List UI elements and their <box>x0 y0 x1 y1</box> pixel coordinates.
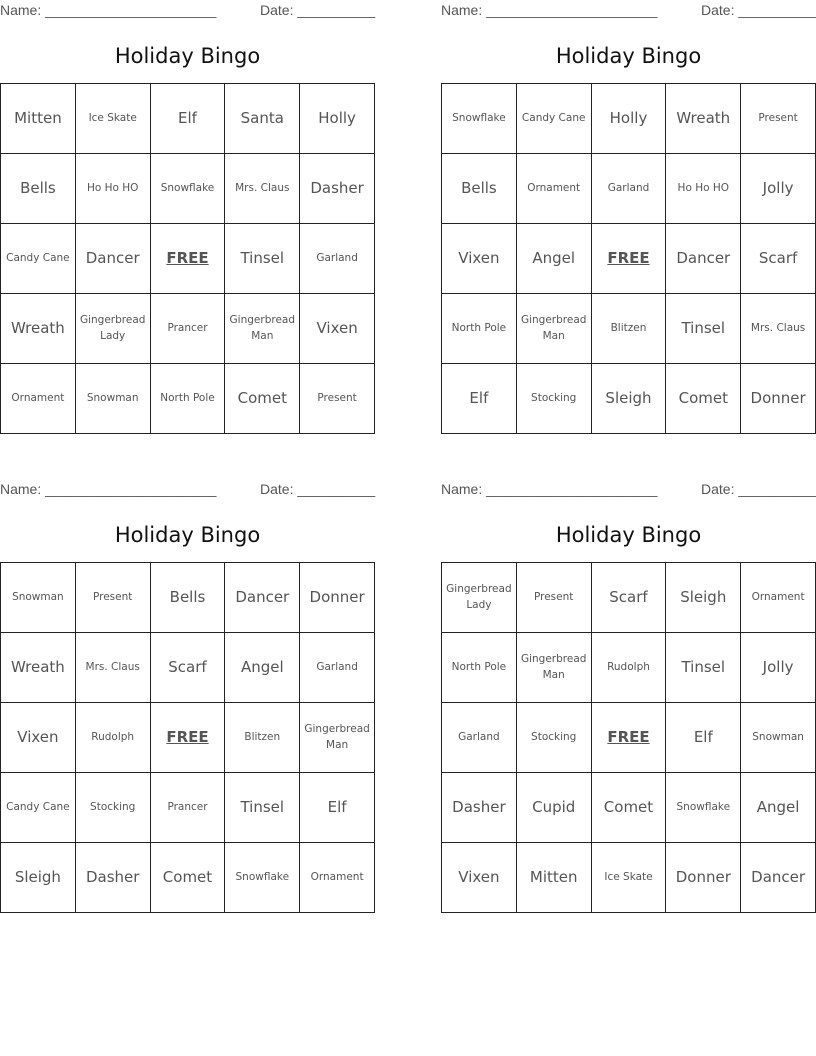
bingo-cell: Gingerbread Man <box>516 294 591 364</box>
bingo-cell: Sleigh <box>1 843 76 913</box>
bingo-cell: Prancer <box>150 294 225 364</box>
bingo-card-4 <box>441 479 816 919</box>
bingo-cell: Wreath <box>1 633 76 703</box>
bingo-cell: Stocking <box>516 703 591 773</box>
bingo-cell: Bells <box>150 563 225 633</box>
bingo-cell: Blitzen <box>225 703 300 773</box>
bingo-cell: Snowman <box>741 703 816 773</box>
bingo-cell: Elf <box>150 84 225 154</box>
bingo-cell: Tinsel <box>225 773 300 843</box>
bingo-cell: Vixen <box>442 843 517 913</box>
bingo-cell: Prancer <box>150 773 225 843</box>
bingo-cell: Mrs. Claus <box>225 154 300 224</box>
bingo-cell: Mitten <box>1 84 76 154</box>
bingo-cell: Snowflake <box>225 843 300 913</box>
bingo-cell: Elf <box>300 773 375 843</box>
bingo-cell: Dancer <box>741 843 816 913</box>
bingo-card-3 <box>0 479 375 919</box>
bingo-row <box>442 154 816 224</box>
bingo-cell: Donner <box>666 843 741 913</box>
bingo-cell: Vixen <box>1 703 76 773</box>
name-line: Name: ______________________ <box>441 481 658 497</box>
free-space: FREE <box>150 703 225 773</box>
free-space: FREE <box>150 224 225 294</box>
bingo-cell: Elf <box>442 364 517 434</box>
bingo-cell: Snowflake <box>150 154 225 224</box>
bingo-cell: Gingerbread Man <box>300 703 375 773</box>
bingo-cell: Snowflake <box>666 773 741 843</box>
bingo-row <box>442 563 816 633</box>
bingo-row <box>442 224 816 294</box>
bingo-cell: Santa <box>225 84 300 154</box>
bingo-card-1 <box>0 0 375 440</box>
bingo-cell: Holly <box>591 84 666 154</box>
bingo-cell: Tinsel <box>225 224 300 294</box>
bingo-cell: Angel <box>516 224 591 294</box>
bingo-row <box>1 364 375 434</box>
bingo-cell: Stocking <box>516 364 591 434</box>
bingo-cell: Ornament <box>516 154 591 224</box>
bingo-cell: Candy Cane <box>1 224 76 294</box>
bingo-cell: Angel <box>225 633 300 703</box>
bingo-cell: Tinsel <box>666 294 741 364</box>
bingo-row <box>442 773 816 843</box>
bingo-cell: Scarf <box>741 224 816 294</box>
bingo-grid <box>0 562 375 913</box>
bingo-cell: Blitzen <box>591 294 666 364</box>
free-space: FREE <box>591 703 666 773</box>
bingo-cell: Ho Ho HO <box>75 154 150 224</box>
bingo-cell: Garland <box>300 224 375 294</box>
bingo-cell: Candy Cane <box>1 773 76 843</box>
bingo-row <box>1 154 375 224</box>
bingo-row <box>1 773 375 843</box>
bingo-cell: Garland <box>442 703 517 773</box>
bingo-cell: Sleigh <box>666 563 741 633</box>
bingo-cell: Comet <box>150 843 225 913</box>
date-line: Date: __________ <box>260 481 376 497</box>
bingo-cell: North Pole <box>442 633 517 703</box>
bingo-cell: Gingerbread Lady <box>442 563 517 633</box>
date-line: Date: __________ <box>701 2 816 18</box>
bingo-cell: Gingerbread Man <box>225 294 300 364</box>
bingo-cell: Ho Ho HO <box>666 154 741 224</box>
bingo-row <box>1 294 375 364</box>
bingo-cell: Dancer <box>75 224 150 294</box>
name-line: Name: ______________________ <box>0 481 217 497</box>
name-line: Name: ______________________ <box>0 2 217 18</box>
card-title: Holiday Bingo <box>114 44 261 68</box>
bingo-row <box>442 703 816 773</box>
bingo-row <box>1 563 375 633</box>
bingo-row <box>1 224 375 294</box>
bingo-row <box>1 703 375 773</box>
bingo-cell: Garland <box>591 154 666 224</box>
bingo-cell: Bells <box>442 154 517 224</box>
bingo-cell: Ornament <box>741 563 816 633</box>
bingo-row <box>442 84 816 154</box>
bingo-cell: Mitten <box>516 843 591 913</box>
bingo-row <box>442 843 816 913</box>
bingo-cell: Holly <box>300 84 375 154</box>
bingo-cell: Dancer <box>666 224 741 294</box>
bingo-cell: Dancer <box>225 563 300 633</box>
bingo-cell: Ice Skate <box>591 843 666 913</box>
bingo-card-2 <box>441 0 816 440</box>
bingo-cell: Comet <box>666 364 741 434</box>
bingo-cell: Ornament <box>1 364 76 434</box>
bingo-row <box>1 633 375 703</box>
bingo-cell: Donner <box>741 364 816 434</box>
bingo-cell: Gingerbread Lady <box>75 294 150 364</box>
bingo-cell: Mrs. Claus <box>75 633 150 703</box>
bingo-row <box>442 294 816 364</box>
bingo-cell: Present <box>300 364 375 434</box>
bingo-cell: Donner <box>300 563 375 633</box>
bingo-cell: Dasher <box>300 154 375 224</box>
bingo-grid <box>441 562 816 913</box>
bingo-cell: Wreath <box>666 84 741 154</box>
bingo-cell: Jolly <box>741 633 816 703</box>
bingo-cell: Present <box>516 563 591 633</box>
bingo-cell: Tinsel <box>666 633 741 703</box>
bingo-cell: Snowman <box>75 364 150 434</box>
bingo-cell: Jolly <box>741 154 816 224</box>
bingo-cell: Dasher <box>442 773 517 843</box>
bingo-cell: Wreath <box>1 294 76 364</box>
bingo-cell: Angel <box>741 773 816 843</box>
bingo-cell: Cupid <box>516 773 591 843</box>
bingo-cell: Sleigh <box>591 364 666 434</box>
bingo-cell: Gingerbread Man <box>516 633 591 703</box>
bingo-cell: Comet <box>591 773 666 843</box>
bingo-cell: North Pole <box>150 364 225 434</box>
bingo-cell: Comet <box>225 364 300 434</box>
card-title: Holiday Bingo <box>555 523 702 547</box>
bingo-cell: Ice Skate <box>75 84 150 154</box>
bingo-row <box>1 84 375 154</box>
name-line: Name: ______________________ <box>441 2 658 18</box>
bingo-cell: Bells <box>1 154 76 224</box>
bingo-cell: Candy Cane <box>516 84 591 154</box>
bingo-cell: Stocking <box>75 773 150 843</box>
bingo-grid <box>0 83 375 434</box>
bingo-cell: Present <box>741 84 816 154</box>
bingo-cell: Garland <box>300 633 375 703</box>
bingo-cell: Mrs. Claus <box>741 294 816 364</box>
bingo-row <box>1 843 375 913</box>
card-title: Holiday Bingo <box>114 523 261 547</box>
bingo-cell: Scarf <box>591 563 666 633</box>
bingo-row <box>442 364 816 434</box>
bingo-cell: Vixen <box>300 294 375 364</box>
bingo-cell: Dasher <box>75 843 150 913</box>
bingo-cell: Snowflake <box>442 84 517 154</box>
bingo-cell: Vixen <box>442 224 517 294</box>
bingo-cell: Present <box>75 563 150 633</box>
bingo-cell: Elf <box>666 703 741 773</box>
date-line: Date: __________ <box>260 2 376 18</box>
bingo-grid <box>441 83 816 434</box>
bingo-cell: Ornament <box>300 843 375 913</box>
bingo-cell: Scarf <box>150 633 225 703</box>
card-title: Holiday Bingo <box>555 44 702 68</box>
bingo-cell: Rudolph <box>75 703 150 773</box>
bingo-cell: North Pole <box>442 294 517 364</box>
bingo-row <box>442 633 816 703</box>
date-line: Date: __________ <box>701 481 816 497</box>
bingo-cell: Rudolph <box>591 633 666 703</box>
free-space: FREE <box>591 224 666 294</box>
bingo-cell: Snowman <box>1 563 76 633</box>
